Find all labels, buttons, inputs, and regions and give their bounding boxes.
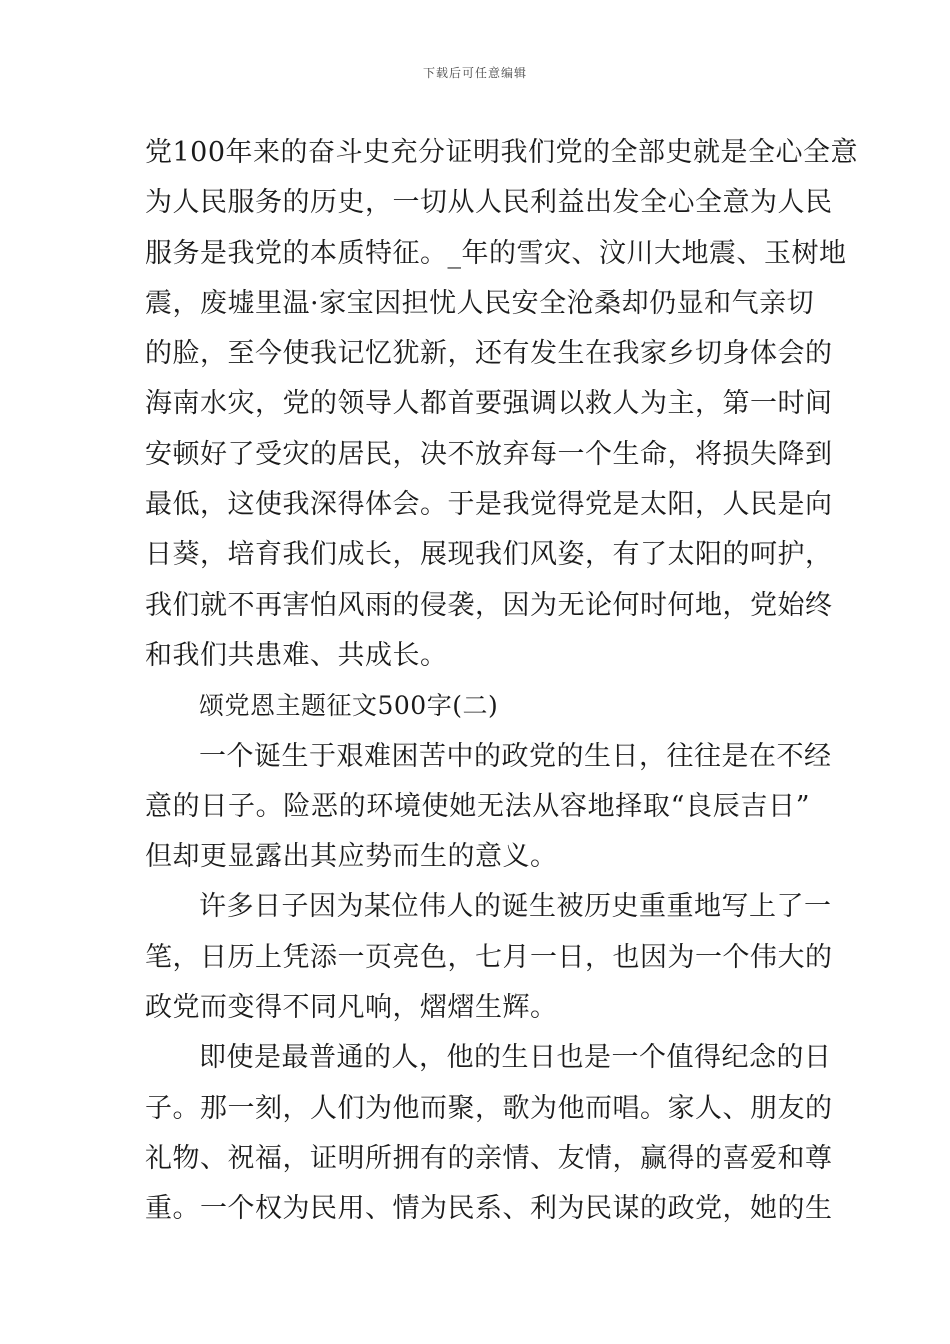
text-line: 震，废墟里温·家宝因担忧人民安全沧桑却仍显和气亲切 [145,287,815,319]
text-line: 即使是最普通的人，他的生日也是一个值得纪念的日 [199,1042,832,1074]
text-line: 但却更显露出其应势而生的意义。 [145,841,558,873]
text-line: 海南水灾，党的领导人都首要强调以救人为主，第一时间 [145,388,833,420]
text-line: 党100年来的奋斗史充分证明我们党的全部史就是全心全意 [145,137,859,168]
text-line: 一个诞生于艰难困苦中的政党的生日，往往是在不经 [199,740,832,772]
text-line: 的脸，至今使我记忆犹新，还有发生在我家乡切身体会的 [145,338,833,370]
text-line: 意的日子。险恶的环境使她无法从容地择取“良辰吉日” [145,790,810,822]
text-line: 安顿好了受灾的居民，决不放弃每一个生命，将损失降到 [145,438,833,470]
text-line: 我们就不再害怕风雨的侵袭，因为无论何时何地，党始终 [145,589,833,621]
text-line: 最低，这使我深得体会。于是我觉得党是太阳，人民是向 [145,489,833,521]
section-subtitle: 颂党恩主题征文500字(二) [199,691,499,721]
text-line: 笔，日历上凭添一页亮色，七月一日，也因为一个伟大的 [145,941,833,973]
text-line: 子。那一刻，人们为他而聚，歌为他而唱。家人、朋友的 [145,1092,833,1124]
text-line: 日葵，培育我们成长，展现我们风姿，有了太阳的呵护， [145,539,833,571]
text-line: 和我们共患难、共成长。 [145,639,448,671]
page-header: 下载后可任意编辑 [422,66,527,80]
text-line: 礼物、祝福，证明所拥有的亲情、友情，赢得的喜爱和尊 [145,1142,833,1174]
body-text [145,128,859,1235]
text-line: 重。一个权为民用、情为民系、利为民谋的政党，她的生 [145,1193,833,1225]
text-line: 服务是我党的本质特征。_年的雪灾、汶川大地震、玉树地 [145,237,847,269]
text-line: 为人民服务的历史，一切从人民利益出发全心全意为人民 [145,187,833,219]
text-line: 政党而变得不同凡响，熠熠生辉。 [145,992,558,1024]
text-line: 许多日子因为某位伟人的诞生被历史重重地写上了一 [199,891,832,923]
